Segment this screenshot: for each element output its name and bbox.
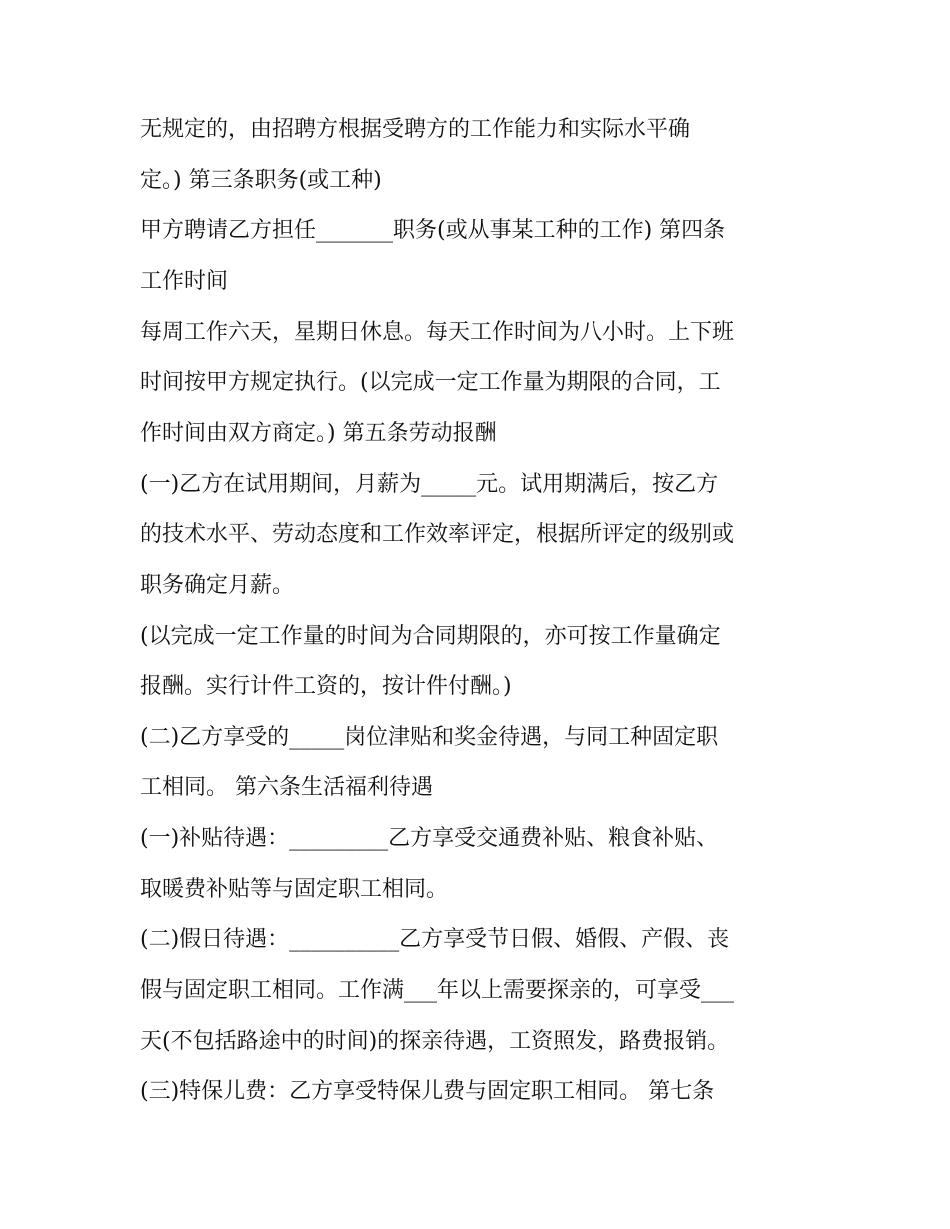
text-line: 的技术水平、劳动态度和工作效率评定，根据所评定的级别或: [140, 522, 735, 547]
text-line: 每周工作六天，星期日休息。每天工作时间为八小时。上下班: [140, 320, 735, 345]
text-line: 定。) 第三条职务(或工种): [140, 168, 382, 193]
text-line: (二)乙方享受的_____岗位津贴和奖金待遇，与同工种固定职: [140, 725, 719, 750]
text-line: 取暖费补贴等与固定职工相同。: [140, 877, 449, 902]
text-line: 作时间由双方商定。) 第五条劳动报酬: [140, 421, 497, 446]
text-line: 时间按甲方规定执行。(以完成一定工作量为期限的合同，工: [140, 370, 721, 395]
text-line: (二)假日待遇：__________乙方享受节日假、婚假、产假、丧: [140, 927, 730, 952]
text-line: (三)特保儿费：乙方享受特保儿费与固定职工相同。 第七条: [140, 1079, 715, 1104]
text-line: (以完成一定工作量的时间为合同期限的，亦可按工作量确定: [140, 624, 721, 649]
text-line: 报酬。实行计件工资的，按计件付酬。): [140, 674, 512, 699]
text-line: 无规定的，由招聘方根据受聘方的工作能力和实际水平确: [140, 117, 691, 142]
text-line: (一)补贴待遇：_________乙方享受交通费补贴、粮食补贴、: [140, 826, 719, 851]
text-line: 天(不包括路途中的时间)的探亲待遇，工资照发，路费报销。: [140, 1029, 730, 1054]
text-line: 工相同。 第六条生活福利待遇: [140, 775, 433, 800]
text-line: (一)乙方在试用期间，月薪为_____元。试用期满后，按乙方: [140, 472, 719, 497]
text-line: 工作时间: [140, 269, 229, 294]
text-line: 甲方聘请乙方担任_______职务(或从事某工种的工作) 第四条: [140, 218, 726, 243]
text-line: 职务确定月薪。: [140, 573, 295, 598]
text-line: 假与固定职工相同。工作满___年以上需要探亲的，可享受___: [140, 978, 735, 1003]
